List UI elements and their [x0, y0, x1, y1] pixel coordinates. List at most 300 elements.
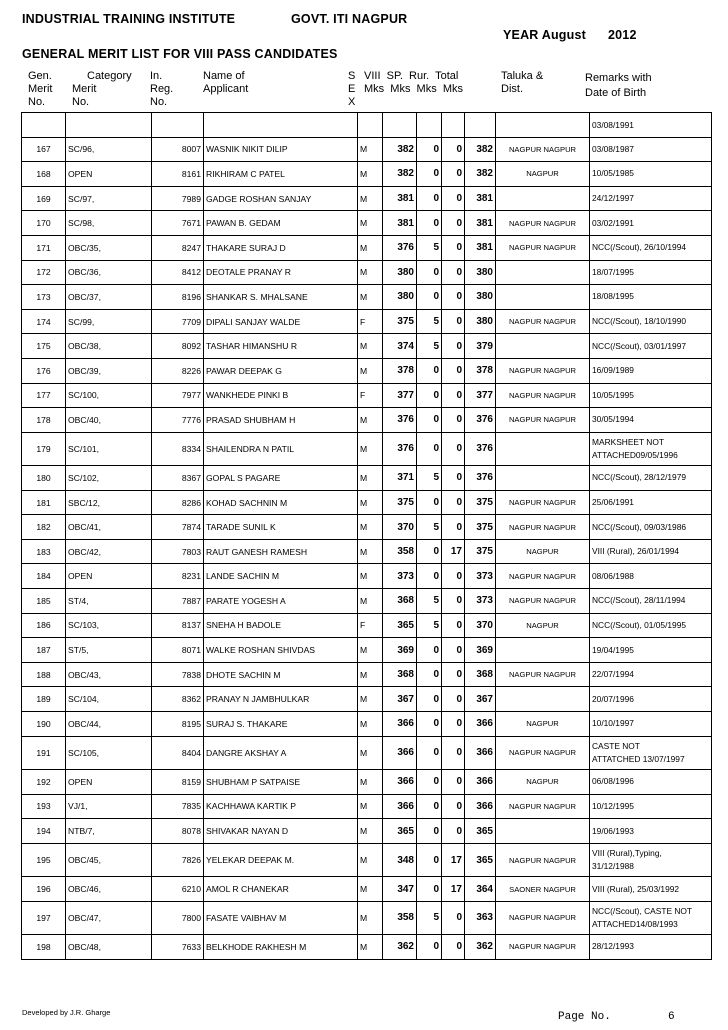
- remarks-cell: [590, 309, 712, 334]
- rur-marks-cell: 0: [442, 235, 465, 260]
- taluka-cell: NAGPUR NAGPUR: [496, 736, 590, 769]
- taluka-cell: [496, 687, 590, 712]
- sp-marks-cell: 5: [417, 515, 442, 540]
- gen-merit-cell: 168: [22, 162, 66, 187]
- category-cell: OBC/38,: [66, 334, 152, 359]
- applicant-name-cell: DIPALI SANJAY WALDE: [204, 309, 358, 334]
- taluka-cell: NAGPUR: [496, 712, 590, 737]
- total-marks-cell: 368: [465, 662, 496, 687]
- remarks-line: 10/10/1997: [592, 718, 634, 729]
- remarks-line: 16/09/1989: [592, 365, 634, 376]
- gen-merit-cell: 180: [22, 466, 66, 491]
- viii-marks-cell: 365: [383, 613, 417, 638]
- sp-marks-cell: 0: [417, 186, 442, 211]
- taluka-cell: [496, 285, 590, 310]
- gen-merit-cell: 169: [22, 186, 66, 211]
- rur-marks-cell: 0: [442, 211, 465, 236]
- remarks-cell: [590, 935, 712, 960]
- table-row: [22, 309, 712, 334]
- applicant-name-cell: GOPAL S PAGARE: [204, 466, 358, 491]
- applicant-name-cell: BELKHODE RAKHESH M: [204, 935, 358, 960]
- gen-merit-cell: 189: [22, 687, 66, 712]
- sex-cell: M: [358, 358, 383, 383]
- viii-marks-cell: 381: [383, 186, 417, 211]
- reg-no-cell: 8412: [152, 260, 204, 285]
- applicant-name-cell: KACHHAWA KARTIK P: [204, 794, 358, 819]
- rur-marks-cell: 0: [442, 260, 465, 285]
- gen-merit-cell: 184: [22, 564, 66, 589]
- applicant-name-cell: PAWAR DEEPAK G: [204, 358, 358, 383]
- table-row: [22, 211, 712, 236]
- rur-marks-cell: 0: [442, 712, 465, 737]
- table-row: [22, 466, 712, 491]
- applicant-name-cell: SNEHA H BADOLE: [204, 613, 358, 638]
- total-marks-cell: 365: [465, 843, 496, 876]
- total-marks-cell: 379: [465, 334, 496, 359]
- year-label: YEAR August: [503, 28, 586, 42]
- total-marks-cell: 366: [465, 794, 496, 819]
- sex-cell: M: [358, 662, 383, 687]
- category-cell: OBC/42,: [66, 539, 152, 564]
- sp-marks-cell: 0: [417, 843, 442, 876]
- col-header-category: Category Merit No.: [72, 70, 132, 108]
- viii-marks-cell: 368: [383, 662, 417, 687]
- remarks-line: ATTATCHED 13/07/1997: [592, 753, 685, 764]
- reg-no-cell: 8007: [152, 137, 204, 162]
- category-cell: NTB/7,: [66, 819, 152, 844]
- applicant-name-cell: KOHAD SACHNIN M: [204, 490, 358, 515]
- table-row: [22, 539, 712, 564]
- category-cell: OPEN: [66, 162, 152, 187]
- applicant-name-cell: FASATE VAIBHAV M: [204, 901, 358, 934]
- total-marks-cell: 381: [465, 235, 496, 260]
- rur-marks-cell: 0: [442, 638, 465, 663]
- rur-marks-cell: 0: [442, 466, 465, 491]
- reg-no-cell: 8092: [152, 334, 204, 359]
- page-label: Page No.: [558, 1011, 611, 1023]
- category-cell: OBC/41,: [66, 515, 152, 540]
- remarks-line: 19/04/1995: [592, 644, 634, 655]
- table-row: [22, 819, 712, 844]
- applicant-name-cell: RIKHIRAM C PATEL: [204, 162, 358, 187]
- rur-marks-cell: 0: [442, 794, 465, 819]
- viii-marks-cell: 376: [383, 408, 417, 433]
- sex-cell: M: [358, 490, 383, 515]
- sp-marks-cell: 0: [417, 712, 442, 737]
- taluka-cell: NAGPUR NAGPUR: [496, 515, 590, 540]
- sex-cell: M: [358, 687, 383, 712]
- rur-marks-cell: 0: [442, 589, 465, 614]
- taluka-cell: [496, 466, 590, 491]
- rur-marks-cell: 17: [442, 539, 465, 564]
- rur-marks-cell: 17: [442, 843, 465, 876]
- reg-no-cell: 8231: [152, 564, 204, 589]
- remarks-cell: [590, 736, 712, 769]
- total-marks-cell: 376: [465, 466, 496, 491]
- reg-no-cell: 7800: [152, 901, 204, 934]
- gen-merit-cell: 181: [22, 490, 66, 515]
- gen-merit-cell: 191: [22, 736, 66, 769]
- sex-cell: M: [358, 235, 383, 260]
- table-row: [22, 285, 712, 310]
- rur-marks-cell: 17: [442, 877, 465, 902]
- total-marks-cell: 364: [465, 877, 496, 902]
- taluka-cell: NAGPUR NAGPUR: [496, 901, 590, 934]
- total-marks-cell: 370: [465, 613, 496, 638]
- sp-marks-cell: 0: [417, 539, 442, 564]
- remarks-cell: [590, 539, 712, 564]
- remarks-line: 20/07/1996: [592, 693, 634, 704]
- reg-no-cell: 8334: [152, 432, 204, 465]
- remarks-line: 28/12/1993: [592, 941, 634, 952]
- remarks-cell: [590, 613, 712, 638]
- sp-marks-cell: 5: [417, 589, 442, 614]
- table-row: [22, 358, 712, 383]
- category-cell: OBC/35,: [66, 235, 152, 260]
- sp-marks-cell: 5: [417, 466, 442, 491]
- category-cell: OPEN: [66, 564, 152, 589]
- category-cell: SC/99,: [66, 309, 152, 334]
- gen-merit-cell: 183: [22, 539, 66, 564]
- sp-marks-cell: 0: [417, 137, 442, 162]
- category-cell: ST/4,: [66, 589, 152, 614]
- category-cell: SC/101,: [66, 432, 152, 465]
- sex-cell: M: [358, 794, 383, 819]
- total-marks-cell: 375: [465, 490, 496, 515]
- gen-merit-cell: 167: [22, 137, 66, 162]
- remarks-line: 31/12/1988: [592, 861, 634, 871]
- gen-merit-cell: 185: [22, 589, 66, 614]
- remarks-cell: [590, 235, 712, 260]
- gen-merit-cell: 195: [22, 843, 66, 876]
- rur-marks-cell: 0: [442, 819, 465, 844]
- applicant-name-cell: PRASAD SHUBHAM H: [204, 408, 358, 433]
- viii-marks-cell: 382: [383, 162, 417, 187]
- sp-marks-cell: 0: [417, 260, 442, 285]
- remarks-cell: [590, 687, 712, 712]
- total-marks-cell: 380: [465, 309, 496, 334]
- sp-marks-cell: 5: [417, 901, 442, 934]
- rur-marks-cell: 0: [442, 358, 465, 383]
- viii-marks-cell: 376: [383, 432, 417, 465]
- remarks-line: CASTE NOT: [592, 740, 640, 751]
- viii-marks-cell: 347: [383, 877, 417, 902]
- reg-no-cell: 8226: [152, 358, 204, 383]
- table-row: [22, 260, 712, 285]
- reg-no-cell: 8196: [152, 285, 204, 310]
- reg-no-cell: 8137: [152, 613, 204, 638]
- sex-cell: M: [358, 935, 383, 960]
- gen-merit-cell: 179: [22, 432, 66, 465]
- sp-marks-cell: 0: [417, 432, 442, 465]
- col-header-taluka: Taluka & Dist.: [501, 70, 544, 95]
- gen-merit-cell: 182: [22, 515, 66, 540]
- remarks-line: NCC(/Scout), 18/10/1990: [592, 316, 687, 327]
- gen-merit-cell: 178: [22, 408, 66, 433]
- table-row: [22, 736, 712, 769]
- total-marks-cell: 381: [465, 186, 496, 211]
- category-cell: OPEN: [66, 770, 152, 795]
- remarks-cell: [590, 819, 712, 844]
- reg-no-cell: 7776: [152, 408, 204, 433]
- table-row: [22, 490, 712, 515]
- remarks-line: NCC(/Scout), 26/10/1994: [592, 242, 687, 253]
- remarks-cell: [590, 211, 712, 236]
- rur-marks-cell: 0: [442, 309, 465, 334]
- rur-marks-cell: 0: [442, 935, 465, 960]
- rur-marks-cell: 0: [442, 736, 465, 769]
- viii-marks-cell: 376: [383, 235, 417, 260]
- table-row: [22, 613, 712, 638]
- taluka-cell: [496, 432, 590, 465]
- table-row: [22, 794, 712, 819]
- applicant-name-cell: SURAJ S. THAKARE: [204, 712, 358, 737]
- viii-marks-cell: 380: [383, 260, 417, 285]
- sp-marks-cell: 0: [417, 662, 442, 687]
- viii-marks-cell: 382: [383, 137, 417, 162]
- remarks-cell: [590, 260, 712, 285]
- col-header-reg: In. Reg. No.: [150, 70, 174, 108]
- sex-cell: M: [358, 819, 383, 844]
- reg-no-cell: 7826: [152, 843, 204, 876]
- applicant-name-cell: WALKE ROSHAN SHIVDAS: [204, 638, 358, 663]
- sp-marks-cell: 0: [417, 408, 442, 433]
- gen-merit-cell: 177: [22, 383, 66, 408]
- sex-cell: M: [358, 408, 383, 433]
- rur-marks-cell: 0: [442, 662, 465, 687]
- remarks-line: 10/05/1995: [592, 389, 634, 400]
- applicant-name-cell: TARADE SUNIL K: [204, 515, 358, 540]
- sp-marks-cell: 0: [417, 490, 442, 515]
- category-cell: OBC/44,: [66, 712, 152, 737]
- remarks-line: 18/07/1995: [592, 266, 634, 277]
- rur-marks-cell: 0: [442, 613, 465, 638]
- taluka-cell: NAGPUR NAGPUR: [496, 408, 590, 433]
- sp-marks-cell: 0: [417, 935, 442, 960]
- reg-no-cell: 7977: [152, 383, 204, 408]
- remarks-line: NCC(/Scout), 28/12/1979: [592, 472, 687, 483]
- category-cell: SC/96,: [66, 137, 152, 162]
- taluka-cell: NAGPUR NAGPUR: [496, 235, 590, 260]
- col-header-name: Name of Applicant: [203, 70, 249, 95]
- col-header-marks: VIII SP. Rur. Total Mks Mks Mks Mks: [364, 70, 463, 95]
- taluka-cell: NAGPUR NAGPUR: [496, 589, 590, 614]
- total-marks-cell: 378: [465, 358, 496, 383]
- category-cell: SC/100,: [66, 383, 152, 408]
- remarks-line: ATTACHED14/08/1993: [592, 918, 678, 929]
- sp-marks-cell: 0: [417, 383, 442, 408]
- sp-marks-cell: 0: [417, 358, 442, 383]
- viii-marks-cell: 375: [383, 490, 417, 515]
- gen-merit-cell: 176: [22, 358, 66, 383]
- remarks-line: MARKSHEET NOT: [592, 436, 664, 447]
- viii-marks-cell: 348: [383, 843, 417, 876]
- total-marks-cell: 380: [465, 285, 496, 310]
- applicant-name-cell: LANDE SACHIN M: [204, 564, 358, 589]
- reg-no-cell: 7838: [152, 662, 204, 687]
- gen-merit-cell: 171: [22, 235, 66, 260]
- remarks-cell: [590, 408, 712, 433]
- category-cell: ST/5,: [66, 638, 152, 663]
- remarks-cell: [590, 432, 712, 465]
- table-row: [22, 137, 712, 162]
- sex-cell: F: [358, 613, 383, 638]
- reg-no-cell: 8404: [152, 736, 204, 769]
- reg-no-cell: 7633: [152, 935, 204, 960]
- applicant-name-cell: THAKARE SURAJ D: [204, 235, 358, 260]
- category-cell: OBC/46,: [66, 877, 152, 902]
- applicant-name-cell: SHANKAR S. MHALSANE: [204, 285, 358, 310]
- sp-marks-cell: 0: [417, 211, 442, 236]
- taluka-cell: NAGPUR NAGPUR: [496, 383, 590, 408]
- sex-cell: M: [358, 466, 383, 491]
- sex-cell: M: [358, 843, 383, 876]
- taluka-cell: NAGPUR: [496, 613, 590, 638]
- table-row: [22, 935, 712, 960]
- rur-marks-cell: 0: [442, 432, 465, 465]
- sex-cell: M: [358, 186, 383, 211]
- sp-marks-cell: 5: [417, 613, 442, 638]
- remarks-cell: [590, 285, 712, 310]
- gen-merit-cell: 193: [22, 794, 66, 819]
- rur-marks-cell: 0: [442, 137, 465, 162]
- table-row: [22, 712, 712, 737]
- remarks-line: NCC(/Scout), 01/05/1995: [592, 619, 687, 630]
- gen-merit-cell: 196: [22, 877, 66, 902]
- merit-table: [21, 112, 712, 960]
- reg-no-cell: 8161: [152, 162, 204, 187]
- category-cell: OBC/47,: [66, 901, 152, 934]
- total-marks-cell: 373: [465, 589, 496, 614]
- sex-cell: M: [358, 564, 383, 589]
- rur-marks-cell: 0: [442, 408, 465, 433]
- gen-merit-cell: 186: [22, 613, 66, 638]
- viii-marks-cell: 377: [383, 383, 417, 408]
- sp-marks-cell: 0: [417, 736, 442, 769]
- remarks-line: 03/02/1991: [592, 217, 634, 228]
- table-row: [22, 186, 712, 211]
- taluka-cell: [496, 334, 590, 359]
- gen-merit-cell: 188: [22, 662, 66, 687]
- reg-no-cell: 7671: [152, 211, 204, 236]
- remarks-cell: [590, 662, 712, 687]
- remarks-line: VIII (Rural), 25/03/1992: [592, 883, 680, 894]
- taluka-cell: NAGPUR NAGPUR: [496, 137, 590, 162]
- col-header-sex: S E X: [348, 70, 356, 108]
- taluka-cell: [496, 819, 590, 844]
- category-cell: OBC/37,: [66, 285, 152, 310]
- viii-marks-cell: 362: [383, 935, 417, 960]
- sp-marks-cell: 0: [417, 285, 442, 310]
- remarks-line: VIII (Rural),Typing,: [592, 848, 662, 858]
- reg-no-cell: 8078: [152, 819, 204, 844]
- total-marks-cell: 376: [465, 408, 496, 433]
- total-marks-cell: 366: [465, 770, 496, 795]
- reg-no-cell: 6210: [152, 877, 204, 902]
- table-row: [22, 589, 712, 614]
- reg-no-cell: 7887: [152, 589, 204, 614]
- applicant-name-cell: SHUBHAM P SATPAISE: [204, 770, 358, 795]
- viii-marks-cell: 367: [383, 687, 417, 712]
- sp-marks-cell: 5: [417, 309, 442, 334]
- total-marks-cell: 382: [465, 137, 496, 162]
- table-row: [22, 235, 712, 260]
- gen-merit-cell: 194: [22, 819, 66, 844]
- reg-no-cell: 8195: [152, 712, 204, 737]
- reg-no-cell: 7835: [152, 794, 204, 819]
- taluka-cell: NAGPUR NAGPUR: [496, 794, 590, 819]
- sex-cell: M: [358, 211, 383, 236]
- rur-marks-cell: 0: [442, 770, 465, 795]
- viii-marks-cell: 366: [383, 712, 417, 737]
- viii-marks-cell: 374: [383, 334, 417, 359]
- rur-marks-cell: 0: [442, 162, 465, 187]
- total-marks-cell: 369: [465, 638, 496, 663]
- viii-marks-cell: 371: [383, 466, 417, 491]
- remarks-cell: [590, 770, 712, 795]
- sp-marks-cell: 0: [417, 638, 442, 663]
- category-cell: OBC/45,: [66, 843, 152, 876]
- sp-marks-cell: 0: [417, 877, 442, 902]
- total-marks-cell: 366: [465, 736, 496, 769]
- remarks-cell: [590, 515, 712, 540]
- total-marks-cell: 377: [465, 383, 496, 408]
- list-title: GENERAL MERIT LIST FOR VIII PASS CANDIDATES: [22, 47, 338, 61]
- sp-marks-cell: 0: [417, 819, 442, 844]
- sex-cell: M: [358, 162, 383, 187]
- total-marks-cell: 363: [465, 901, 496, 934]
- remarks-cell: [590, 137, 712, 162]
- category-cell: OBC/39,: [66, 358, 152, 383]
- table-row: [22, 564, 712, 589]
- applicant-name-cell: SHIVAKAR NAYAN D: [204, 819, 358, 844]
- sex-cell: M: [358, 260, 383, 285]
- table-row: [22, 770, 712, 795]
- taluka-cell: NAGPUR NAGPUR: [496, 211, 590, 236]
- year-value: 2012: [608, 28, 637, 42]
- viii-marks-cell: 358: [383, 539, 417, 564]
- remarks-line: NCC(/Scout), 28/11/1994: [592, 595, 686, 606]
- reg-no-cell: 8362: [152, 687, 204, 712]
- remarks-line: NCC(/Scout), 09/03/1986: [592, 521, 687, 532]
- sp-marks-cell: 0: [417, 770, 442, 795]
- total-marks-cell: 375: [465, 515, 496, 540]
- table-row: [22, 383, 712, 408]
- remarks-line: 30/05/1994: [592, 414, 634, 425]
- sp-marks-cell: 0: [417, 564, 442, 589]
- taluka-cell: NAGPUR: [496, 539, 590, 564]
- viii-marks-cell: 373: [383, 564, 417, 589]
- total-marks-cell: 373: [465, 564, 496, 589]
- viii-marks-cell: 366: [383, 770, 417, 795]
- remarks-line: 10/12/1995: [592, 800, 634, 811]
- taluka-cell: NAGPUR NAGPUR: [496, 662, 590, 687]
- applicant-name-cell: PAWAN B. GEDAM: [204, 211, 358, 236]
- viii-marks-cell: 366: [383, 794, 417, 819]
- viii-marks-cell: 375: [383, 309, 417, 334]
- remarks-line: VIII (Rural), 26/01/1994: [592, 546, 680, 557]
- viii-marks-cell: 381: [383, 211, 417, 236]
- applicant-name-cell: WASNIK NIKIT DILIP: [204, 137, 358, 162]
- total-marks-cell: 382: [465, 162, 496, 187]
- applicant-name-cell: DANGRE AKSHAY A: [204, 736, 358, 769]
- total-marks-cell: 381: [465, 211, 496, 236]
- remarks-cell: [590, 358, 712, 383]
- remarks-line: 18/08/1995: [592, 291, 634, 302]
- remarks-cell: [590, 901, 712, 934]
- top-remark: 03/08/1991: [590, 113, 712, 138]
- taluka-cell: [496, 638, 590, 663]
